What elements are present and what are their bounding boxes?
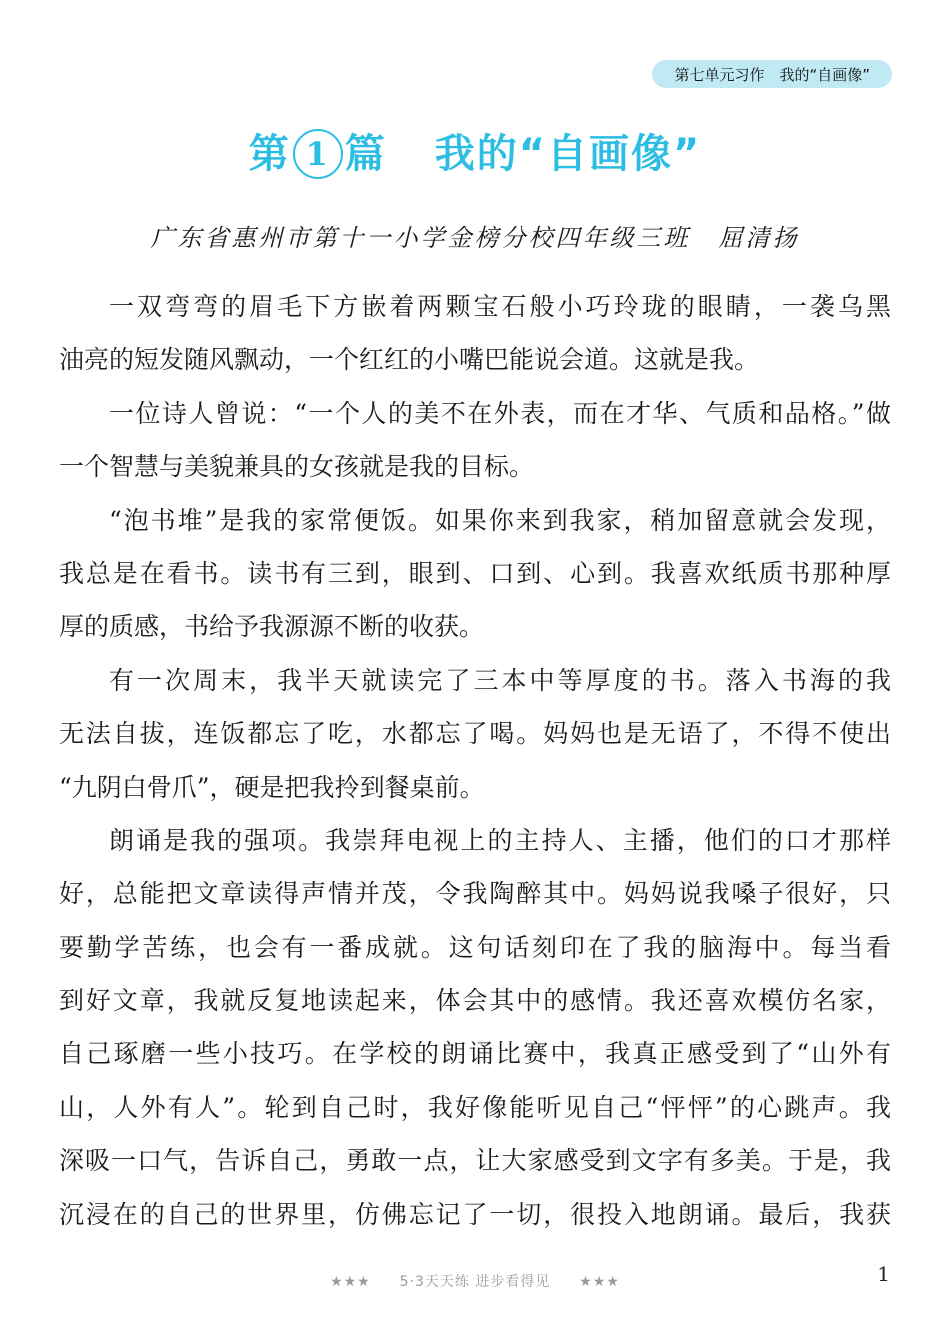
footer-slogan <box>0 1271 950 1291</box>
paragraph-line: 一位诗人曾说：“一个人的美不在外表，而在才华、气质和品格。”做 <box>109 398 891 428</box>
paragraph-line: 自己琢磨一些小技巧。在学校的朗诵比赛中，我真正感受到了“山外有 <box>59 1039 891 1069</box>
paragraph-line: 好，总能把文章读得声情并茂，令我陶醉其中。妈妈说我嗓子很好，只 <box>59 879 891 909</box>
paragraph-line: 沉浸在的自己的世界里，仿佛忘记了一切，很投入地朗诵。最后，我获 <box>59 1199 891 1229</box>
essay-title <box>0 122 950 179</box>
author-line <box>0 218 950 253</box>
paragraph-line: 厚的质感，书给予我源源不断的收获。 <box>59 612 485 642</box>
paragraph-line: 有一次周末，我半天就读完了三本中等厚度的书。落入书海的我 <box>109 665 891 695</box>
paragraph-line: 我总是在看书。读书有三到，眼到、口到、心到。我喜欢纸质书那种厚 <box>59 558 891 588</box>
essay-body <box>59 280 891 1241</box>
section-tag-text: 第七单元习作 我的“自画像” <box>674 65 870 84</box>
footer-stars-right: ★★★ <box>579 1274 620 1290</box>
paragraph-line: 到好文章，我就反复地读起来，体会其中的感情。我还喜欢模仿名家， <box>59 986 891 1016</box>
title-main: 我的“自画像” <box>434 131 702 177</box>
paragraph-line: 要勤学苦练，也会有一番成就。这句话刻印在了我的脑海中。每当看 <box>59 932 891 962</box>
author-school: 广东省惠州市第十一小学金榜分校四年级三班 <box>150 224 691 252</box>
paragraph-line: 深吸一口气，告诉自己，勇敢一点，让大家感受到文字有多美。于是，我 <box>59 1146 891 1176</box>
paragraph-line: “九阴白骨爪”，硬是把我拎到餐桌前。 <box>59 772 485 802</box>
author-name: 屈清扬 <box>718 224 800 252</box>
title-suffix: 篇 <box>344 131 387 177</box>
title-prefix: 第 <box>248 131 291 177</box>
paragraph-line: 无法自拔，连饭都忘了吃，水都忘了喝。妈妈也是无语了，不得不使出 <box>59 719 891 749</box>
essay-number-badge: 1 <box>293 129 343 179</box>
paragraph-line: 朗诵是我的强项。我崇拜电视上的主持人、主播，他们的口才那样 <box>109 825 891 855</box>
paragraph-line: “泡书堆”是我的家常便饭。如果你来到我家，稍加留意就会发现， <box>109 505 891 535</box>
paragraph-line: 一双弯弯的眉毛下方嵌着两颗宝石般小巧玲珑的眼睛，一袭乌黑 <box>109 292 891 321</box>
footer-slogan-text: 5·3天天练 进步看得见 <box>399 1274 551 1290</box>
paragraph-line: 油亮的短发随风飘动，一个红红的小嘴巴能说会道。这就是我。 <box>59 345 760 375</box>
footer-stars-left: ★★★ <box>330 1274 371 1290</box>
paragraph-line: 山，人外有人”。轮到自己时，我好像能听见自己“怦怦”的心跳声。我 <box>59 1092 891 1122</box>
page-number: 1 <box>877 1262 890 1286</box>
section-tag <box>652 60 892 88</box>
paragraph-line: 一个智慧与美貌兼具的女孩就是我的目标。 <box>59 452 535 482</box>
